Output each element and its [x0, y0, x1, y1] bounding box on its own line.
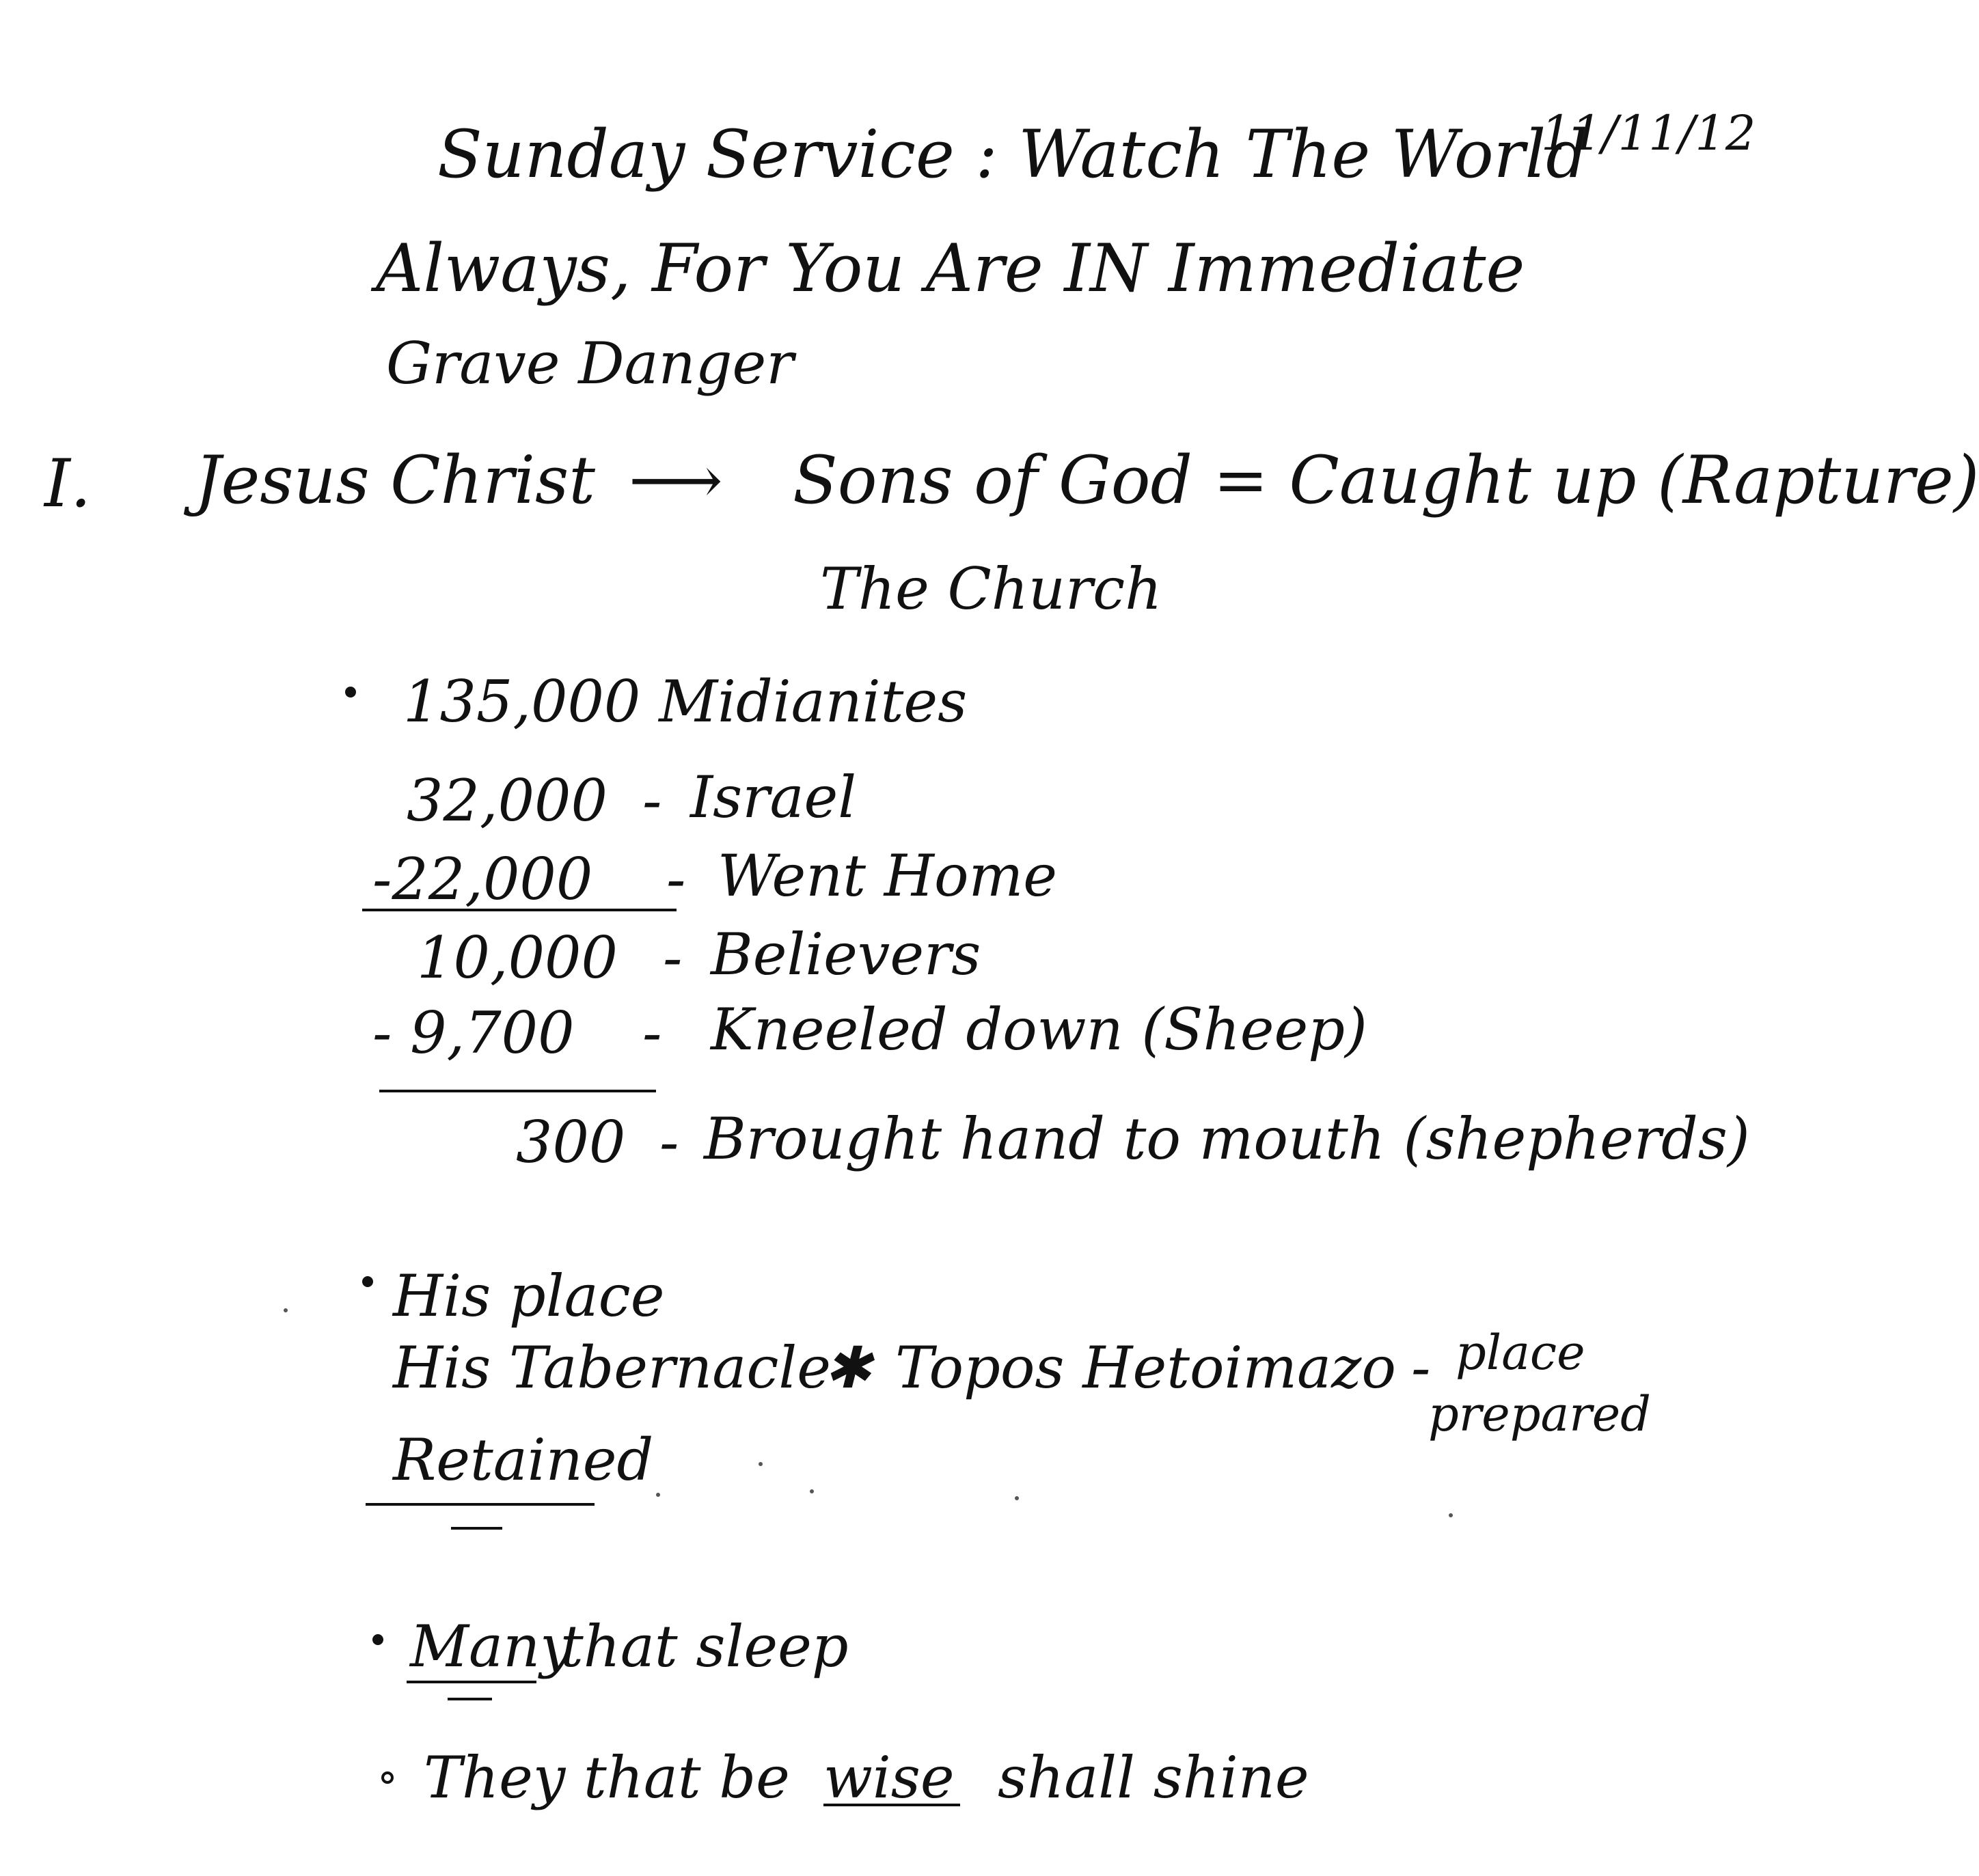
- tally-label: Kneeled down (Sheep): [711, 996, 1367, 1063]
- wise-underline: [823, 1804, 960, 1806]
- arrow-icon: ⟶: [629, 442, 723, 519]
- title-line-2: Always, For You Are IN Immediate: [376, 230, 1525, 307]
- tally-label: Went Home: [718, 842, 1057, 909]
- greek-meaning-1: place: [1456, 1325, 1585, 1381]
- tally-number: - 9,700: [372, 999, 575, 1066]
- section-subtitle: The Church: [820, 555, 1162, 622]
- title-line-3: Grave Danger: [386, 330, 794, 397]
- tally-dash: -: [663, 924, 683, 991]
- many-underline-2: [448, 1698, 492, 1700]
- greek-dash: -: [1411, 1334, 1431, 1401]
- greek-term: Topos Hetoimazo: [895, 1334, 1396, 1401]
- tally-label: Brought hand to mouth (shepherds): [704, 1105, 1750, 1172]
- place-line-2: His Tabernacle: [393, 1334, 831, 1401]
- retained-underline: [366, 1503, 595, 1506]
- wise-word: wise: [823, 1744, 955, 1811]
- section-left-text: Jesus Christ: [195, 442, 595, 519]
- tally-label: Believers: [711, 921, 981, 988]
- tally-dash: -: [666, 846, 686, 913]
- tally-dash: -: [659, 1109, 679, 1176]
- section-right-text: Sons of God = Caught up (Rapture): [793, 442, 1979, 519]
- bullet-icon: [381, 1771, 394, 1784]
- wise-after: shall shine: [998, 1744, 1309, 1811]
- stray-mark: [1449, 1513, 1453, 1517]
- retained-underline-2: [451, 1527, 502, 1530]
- tally-bullet-line: 135,000 Midianites: [403, 668, 968, 735]
- wise-before: They that be: [424, 1744, 790, 1811]
- many-underline: [407, 1681, 536, 1683]
- stray-mark: [284, 1308, 288, 1312]
- bullet-icon: [345, 687, 356, 698]
- many-rest: that sleep: [560, 1613, 849, 1680]
- stray-mark: [759, 1462, 763, 1466]
- tally-number: -22,000: [372, 846, 593, 913]
- many-word: Many: [410, 1613, 573, 1680]
- place-line-1: His place: [393, 1263, 665, 1329]
- stray-mark: [656, 1493, 660, 1497]
- tally-number: 10,000: [417, 924, 618, 991]
- bullet-icon: [362, 1276, 373, 1287]
- total-rule: [379, 1090, 656, 1092]
- tally-label: Israel: [690, 764, 857, 831]
- tally-dash: -: [642, 999, 662, 1066]
- retained-text: Retained: [393, 1426, 654, 1493]
- tally-number: 300: [516, 1109, 626, 1176]
- date: 11/11/12: [1541, 105, 1756, 161]
- greek-meaning-2: prepared: [1428, 1386, 1651, 1442]
- stray-mark: [810, 1489, 814, 1493]
- title-line-1: Sunday Service : Watch The World: [437, 116, 1588, 193]
- bullet-icon: [372, 1634, 383, 1645]
- subtotal-rule: [362, 909, 677, 911]
- stray-mark: [1015, 1496, 1019, 1500]
- tally-dash: -: [642, 767, 662, 834]
- star-icon: ✱: [823, 1334, 872, 1401]
- section-numeral: I.: [44, 445, 92, 522]
- tally-number: 32,000: [407, 767, 608, 834]
